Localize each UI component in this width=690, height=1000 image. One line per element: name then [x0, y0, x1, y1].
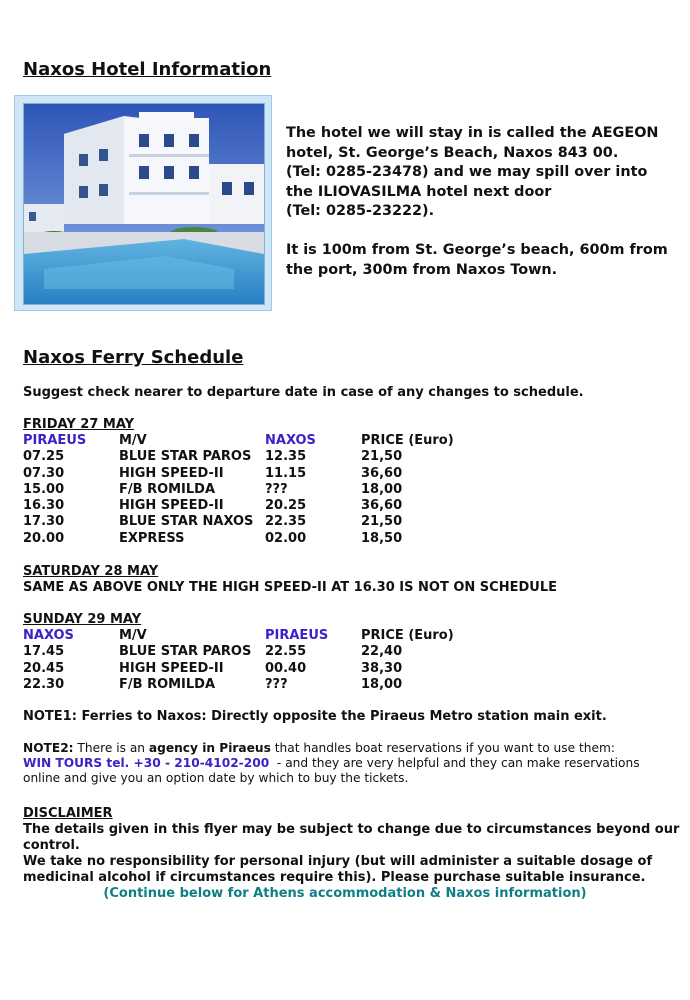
hotel-photo-image	[24, 104, 264, 304]
hotel-line: the port, 300m from Naxos Town.	[286, 261, 558, 278]
hotel-line: hotel, St. George’s Beach, Naxos 843 00.	[286, 144, 619, 161]
saturday-note: SAME AS ABOVE ONLY THE HIGH SPEED-II AT 16.30 IS NOT ON SCHEDULE	[23, 580, 557, 595]
table-row	[23, 531, 454, 547]
table-row	[23, 449, 454, 465]
note2-line2: - and they are very helpful and they can make reservations	[269, 756, 640, 770]
sunday-schedule	[23, 628, 454, 693]
ferry-heading: Naxos Ferry Schedule	[23, 347, 244, 368]
cell-time: 07.30	[23, 465, 65, 481]
cell-arrival: ???	[265, 676, 288, 692]
hotel-photo	[23, 103, 265, 305]
cell-time: 16.30	[23, 498, 65, 514]
cell-arrival: 00.40	[265, 660, 307, 676]
sunday-title: SUNDAY 29 MAY	[23, 612, 142, 627]
note2-line3: online and give you an option date by which to buy the tickets.	[23, 771, 409, 785]
col-header-vessel: M/V	[119, 433, 147, 448]
hotel-line: the ILIOVASILMA hotel next door	[286, 183, 552, 200]
cell-vessel: BLUE STAR PAROS	[119, 449, 252, 465]
cell-arrival: 02.00	[265, 530, 307, 546]
cell-vessel: HIGH SPEED-II	[119, 660, 224, 676]
cell-time: 22.30	[23, 676, 65, 692]
cell-vessel: F/B ROMILDA	[119, 676, 216, 692]
cell-price: 18,00	[361, 481, 403, 497]
hotel-photo-frame	[14, 95, 272, 311]
col-header-vessel: M/V	[119, 628, 147, 643]
table-header-row	[23, 628, 454, 644]
cell-arrival: 12.35	[265, 449, 307, 465]
disclaimer-line: We take no responsibility for personal injury (but will administer a suitable dosage of	[23, 854, 653, 869]
cell-price: 36,60	[361, 465, 403, 481]
hotel-heading: Naxos Hotel Information	[23, 59, 272, 80]
col-header-arrival: PIRAEUS	[265, 628, 329, 643]
cell-price: 38,30	[361, 660, 403, 676]
cell-time: 20.45	[23, 660, 65, 676]
cell-price: 22,40	[361, 644, 403, 660]
cell-arrival: 22.35	[265, 514, 307, 530]
cell-time: 20.00	[23, 530, 65, 546]
disclaimer-body	[23, 822, 679, 886]
cell-arrival: 11.15	[265, 465, 307, 481]
cell-price: 21,50	[361, 449, 403, 465]
hotel-line: (Tel: 0285-23478) and we may spill over into	[286, 164, 648, 180]
note2-post: that handles boat reservations if you want to use them:	[270, 741, 615, 755]
friday-title: FRIDAY 27 MAY	[23, 417, 135, 432]
note2-label: NOTE2:	[23, 741, 74, 755]
cell-arrival: 20.25	[265, 498, 307, 514]
note2-pre: There is an	[73, 741, 149, 755]
table-row	[23, 482, 454, 498]
cell-price: 21,50	[361, 514, 403, 530]
note2	[23, 741, 683, 786]
cell-time: 17.30	[23, 514, 65, 530]
hotel-line: It is 100m from St. George’s beach, 600m from	[286, 242, 668, 258]
table-row	[23, 498, 454, 514]
cell-vessel: HIGH SPEED-II	[119, 498, 224, 514]
ferry-suggest: Suggest check nearer to departure date in case of any changes to schedule.	[23, 385, 584, 400]
table-row	[23, 514, 454, 530]
table-row	[23, 677, 454, 693]
saturday-title: SATURDAY 28 MAY	[23, 564, 159, 579]
note1: NOTE1: Ferries to Naxos: Directly opposite the Piraeus Metro station main exit.	[23, 709, 607, 724]
cell-time: 17.45	[23, 644, 65, 660]
cell-vessel: BLUE STAR PAROS	[119, 644, 252, 660]
cell-vessel: EXPRESS	[119, 530, 185, 546]
hotel-line: The hotel we will stay in is called the AEGEON	[286, 125, 659, 141]
col-header-departure: NAXOS	[23, 628, 74, 643]
cell-price: 18,00	[361, 676, 403, 692]
col-header-arrival: NAXOS	[265, 433, 316, 448]
col-header-price: PRICE (Euro)	[361, 433, 454, 448]
table-row	[23, 661, 454, 677]
disclaimer-line: The details given in this flyer may be subject to change due to circumstances beyond our	[23, 822, 680, 837]
continue-note: (Continue below for Athens accommodation & Naxos information)	[103, 886, 587, 901]
cell-time: 07.25	[23, 449, 65, 465]
win-tours-phone: WIN TOURS tel. +30 - 210-4102-200	[23, 756, 270, 770]
cell-vessel: BLUE STAR NAXOS	[119, 514, 254, 530]
cell-arrival: ???	[265, 481, 288, 497]
cell-vessel: F/B ROMILDA	[119, 481, 216, 497]
disclaimer-title: DISCLAIMER	[23, 806, 113, 821]
table-header-row	[23, 433, 454, 449]
cell-time: 15.00	[23, 481, 65, 497]
cell-arrival: 22.55	[265, 644, 307, 660]
table-row	[23, 644, 454, 660]
disclaimer-line: control.	[23, 838, 80, 853]
col-header-departure: PIRAEUS	[23, 433, 87, 448]
col-header-price: PRICE (Euro)	[361, 628, 454, 643]
agency-link: agency in Piraeus	[148, 741, 271, 755]
cell-price: 36,60	[361, 498, 403, 514]
friday-schedule	[23, 433, 454, 547]
disclaimer-line: medicinal alcohol if circumstances require this). Please purchase suitable insurance.	[23, 870, 646, 885]
cell-price: 18,50	[361, 530, 403, 546]
table-row	[23, 466, 454, 482]
hotel-description	[286, 124, 681, 280]
cell-vessel: HIGH SPEED-II	[119, 465, 224, 481]
hotel-line: (Tel: 0285-23222).	[286, 203, 435, 219]
